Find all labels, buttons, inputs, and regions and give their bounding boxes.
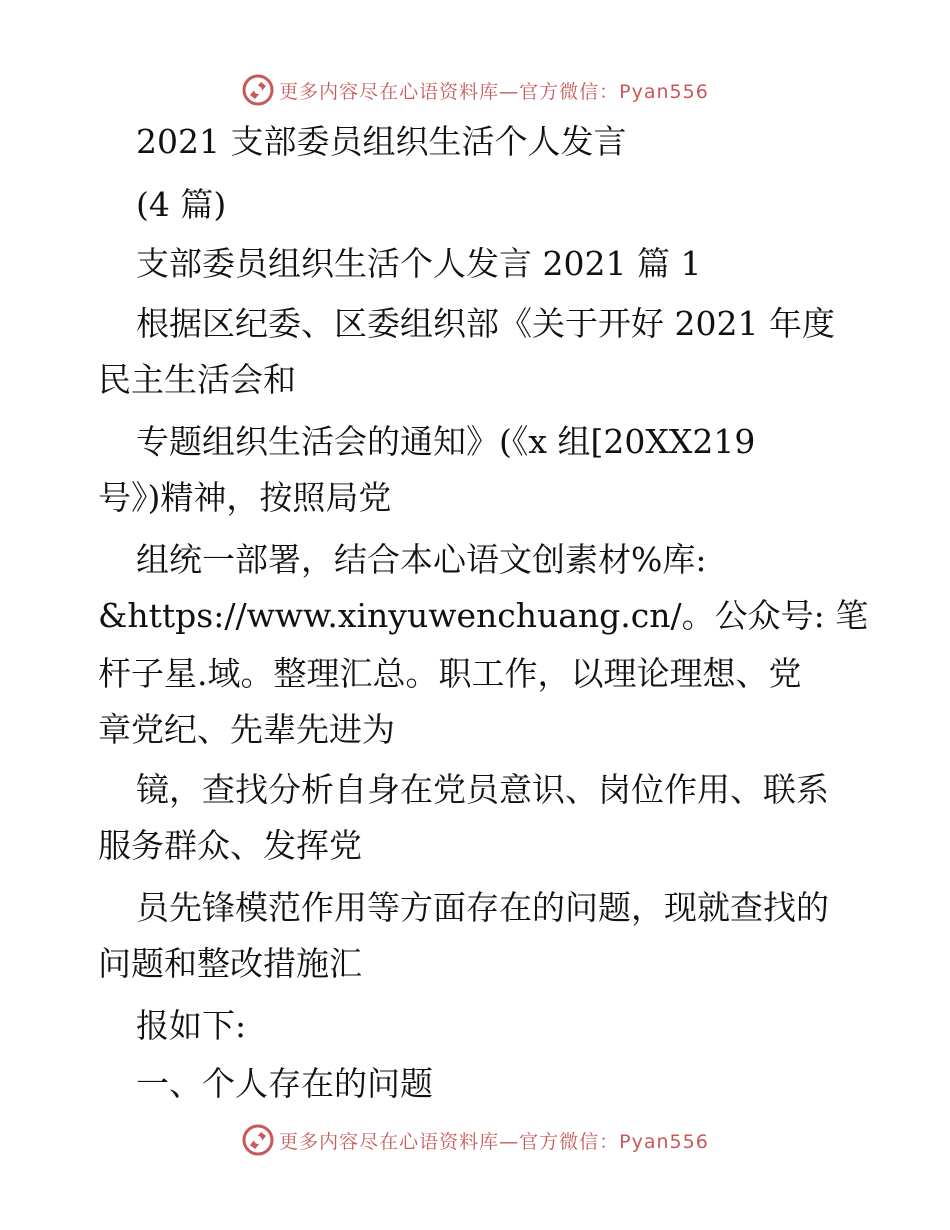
- watermark-logo-icon: [241, 1123, 275, 1157]
- body-line: &https://www.xinyuwenchuang.cn/。公众号: 笔: [98, 596, 869, 635]
- body-line: 杆子星.域。整理汇总。职工作，以理论理想、党: [98, 654, 802, 693]
- body-line: 员先锋模范作用等方面存在的问题，现就查找的: [136, 888, 829, 927]
- body-line: 专题组织生活会的通知》(《x 组[20XX219: [136, 422, 756, 461]
- body-line: 报如下:: [136, 1006, 247, 1045]
- body-line: 组统一部署，结合本心语文创素材%库:: [136, 540, 707, 579]
- body-line: 镜，查找分析自身在党员意识、岗位作用、联系: [136, 770, 829, 809]
- header-watermark: [0, 70, 950, 110]
- body-line: 章党纪、先辈先进为: [98, 710, 395, 749]
- body-line: 根据区纪委、区委组织部《关于开好 2021 年度: [136, 304, 835, 343]
- section-heading: 支部委员组织生活个人发言 2021 篇 1: [136, 244, 702, 283]
- body-line: 问题和整改措施汇: [98, 944, 362, 983]
- watermark-logo-icon: [241, 73, 275, 107]
- body-line: 民主生活会和: [98, 360, 296, 399]
- document-title: 2021 支部委员组织生活个人发言: [136, 122, 627, 161]
- watermark-text: 更多内容尽在心语资料库—官方微信：Pyan556: [279, 80, 709, 103]
- footer-watermark: [0, 1120, 950, 1160]
- body-line: 服务群众、发挥党: [98, 826, 362, 865]
- watermark-text: 更多内容尽在心语资料库—官方微信：Pyan556: [279, 1130, 709, 1153]
- document-subtitle: (4 篇): [136, 185, 227, 224]
- body-line: 号》)精神，按照局党: [98, 478, 392, 517]
- section-subheading: 一、个人存在的问题: [136, 1064, 433, 1103]
